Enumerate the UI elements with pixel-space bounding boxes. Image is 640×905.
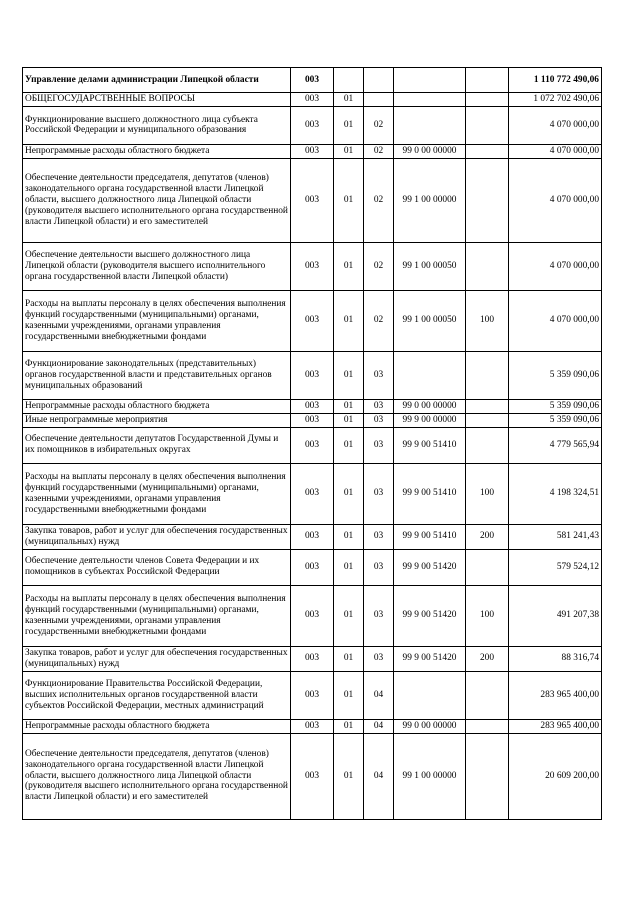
row-sum-cell: 4 070 000,00 (509, 144, 602, 158)
row-sum-cell: 20 609 200,00 (509, 733, 602, 819)
row-pr-cell: 04 (364, 719, 394, 733)
row-pr-cell: 02 (364, 242, 394, 290)
row-csr-cell: 99 1 00 00050 (394, 290, 466, 351)
table-row (23, 646, 602, 671)
row-name-cell: ОБЩЕГОСУДАРСТВЕННЫЕ ВОПРОСЫ (23, 93, 291, 107)
row-gr-cell: 003 (291, 144, 334, 158)
table-row (23, 463, 602, 524)
row-pr-cell: 03 (364, 549, 394, 585)
row-pr-cell: 03 (364, 351, 394, 399)
table-row (23, 733, 602, 819)
row-pr-cell: 02 (364, 144, 394, 158)
row-rz-cell: 01 (334, 585, 364, 646)
row-vr-cell (466, 413, 509, 427)
table-row (23, 106, 602, 144)
row-gr-cell: 003 (291, 351, 334, 399)
row-csr-cell: 99 9 00 51420 (394, 549, 466, 585)
row-gr-cell: 003 (291, 93, 334, 107)
row-vr-cell: 100 (466, 290, 509, 351)
row-sum-cell: 4 198 324,51 (509, 463, 602, 524)
row-rz-cell: 01 (334, 671, 364, 719)
row-vr-cell (466, 733, 509, 819)
table-row (23, 351, 602, 399)
row-gr-cell: 003 (291, 106, 334, 144)
row-gr-cell: 003 (291, 733, 334, 819)
row-rz-cell: 01 (334, 549, 364, 585)
row-vr-cell (466, 399, 509, 413)
row-pr-cell: 04 (364, 733, 394, 819)
row-name-cell: Обеспечение деятельности депутатов Государственной Думы и их помощников в избирательных округах (23, 427, 291, 463)
row-name-cell: Обеспечение деятельности высшего должностного лица Липецкой области (руководителя высшего исполнительного органа государственной власти Липецкой области) (23, 242, 291, 290)
row-pr-cell: 03 (364, 524, 394, 549)
row-csr-cell: 99 0 00 00000 (394, 399, 466, 413)
row-csr-cell: 99 9 00 51410 (394, 524, 466, 549)
row-name-cell: Расходы на выплаты персоналу в целях обеспечения выполнения функций государственными (муниципальными) органами, казенными учреждениями, органами управления государственными внебюджетными фондами (23, 463, 291, 524)
row-gr-cell: 003 (291, 242, 334, 290)
row-name-cell: Обеспечение деятельности членов Совета Федерации и их помощников в субъектах Российской Федерации (23, 549, 291, 585)
row-vr-cell: 200 (466, 524, 509, 549)
row-vr-cell: 100 (466, 585, 509, 646)
row-rz-cell: 01 (334, 463, 364, 524)
row-vr-cell (466, 427, 509, 463)
row-csr-cell (394, 351, 466, 399)
table-row (23, 93, 602, 107)
row-pr-cell: 02 (364, 158, 394, 242)
row-vr-cell (466, 351, 509, 399)
row-pr-cell: 02 (364, 106, 394, 144)
row-gr-cell: 003 (291, 399, 334, 413)
row-sum-cell: 5 359 090,06 (509, 399, 602, 413)
row-sum-cell: 491 207,38 (509, 585, 602, 646)
row-csr-cell: 99 9 00 51410 (394, 463, 466, 524)
row-sum-cell: 4 070 000,00 (509, 158, 602, 242)
row-rz-cell: 01 (334, 733, 364, 819)
table-row (23, 413, 602, 427)
row-gr-cell: 003 (291, 719, 334, 733)
row-sum-cell: 88 316,74 (509, 646, 602, 671)
table-row (23, 671, 602, 719)
row-vr-cell (466, 68, 509, 93)
row-csr-cell: 99 9 00 51410 (394, 427, 466, 463)
row-pr-cell: 04 (364, 671, 394, 719)
row-gr-cell: 003 (291, 413, 334, 427)
row-vr-cell (466, 93, 509, 107)
row-gr-cell: 003 (291, 68, 334, 93)
row-sum-cell: 4 779 565,94 (509, 427, 602, 463)
budget-table-body (23, 68, 602, 820)
row-sum-cell: 581 241,43 (509, 524, 602, 549)
row-gr-cell: 003 (291, 524, 334, 549)
row-pr-cell: 03 (364, 427, 394, 463)
row-vr-cell (466, 144, 509, 158)
table-row (23, 290, 602, 351)
row-rz-cell: 01 (334, 427, 364, 463)
row-pr-cell: 03 (364, 463, 394, 524)
budget-table (22, 67, 602, 820)
row-rz-cell: 01 (334, 413, 364, 427)
row-name-cell: Обеспечение деятельности председателя, депутатов (членов) законодательного органа государственной власти Липецкой области, высшего должностного лица Липецкой области (руководителя высшего исполнительного органа государственной власти Липецкой области) и его заместителей (23, 733, 291, 819)
row-name-cell: Расходы на выплаты персоналу в целях обеспечения выполнения функций государственными (муниципальными) органами, казенными учреждениями, органами управления государственными внебюджетными фондами (23, 290, 291, 351)
row-rz-cell: 01 (334, 93, 364, 107)
row-pr-cell: 03 (364, 585, 394, 646)
table-row (23, 719, 602, 733)
row-gr-cell: 003 (291, 549, 334, 585)
row-gr-cell: 003 (291, 427, 334, 463)
table-row (23, 585, 602, 646)
row-sum-cell: 5 359 090,06 (509, 413, 602, 427)
row-csr-cell: 99 0 00 00000 (394, 719, 466, 733)
table-row (23, 68, 602, 93)
table-row (23, 399, 602, 413)
row-vr-cell (466, 242, 509, 290)
table-row (23, 427, 602, 463)
row-csr-cell: 99 1 00 00000 (394, 733, 466, 819)
row-sum-cell: 283 965 400,00 (509, 671, 602, 719)
table-row (23, 524, 602, 549)
row-sum-cell: 1 110 772 490,06 (509, 68, 602, 93)
row-vr-cell (466, 106, 509, 144)
row-gr-cell: 003 (291, 463, 334, 524)
row-csr-cell: 99 1 00 00050 (394, 242, 466, 290)
row-rz-cell: 01 (334, 719, 364, 733)
row-rz-cell: 01 (334, 646, 364, 671)
row-rz-cell: 01 (334, 524, 364, 549)
row-rz-cell: 01 (334, 351, 364, 399)
row-pr-cell: 02 (364, 290, 394, 351)
table-row (23, 242, 602, 290)
row-sum-cell: 283 965 400,00 (509, 719, 602, 733)
row-name-cell: Функционирование Правительства Российской Федерации, высших исполнительных органов государственной власти субъектов Российской Федерации, местных администраций (23, 671, 291, 719)
row-csr-cell: 99 9 00 51420 (394, 585, 466, 646)
row-sum-cell: 4 070 000,00 (509, 242, 602, 290)
row-csr-cell: 99 9 00 51420 (394, 646, 466, 671)
row-name-cell: Функционирование высшего должностного лица субъекта Российской Федерации и муниципального образования (23, 106, 291, 144)
row-name-cell: Управление делами администрации Липецкой области (23, 68, 291, 93)
row-rz-cell: 01 (334, 158, 364, 242)
row-pr-cell: 03 (364, 399, 394, 413)
row-csr-cell (394, 93, 466, 107)
row-pr-cell: 03 (364, 646, 394, 671)
row-vr-cell (466, 549, 509, 585)
row-gr-cell: 003 (291, 646, 334, 671)
row-vr-cell: 100 (466, 463, 509, 524)
row-vr-cell (466, 158, 509, 242)
row-sum-cell: 4 070 000,00 (509, 290, 602, 351)
row-pr-cell (364, 68, 394, 93)
row-name-cell: Непрограммные расходы областного бюджета (23, 719, 291, 733)
row-name-cell: Непрограммные расходы областного бюджета (23, 144, 291, 158)
row-csr-cell (394, 68, 466, 93)
row-csr-cell (394, 106, 466, 144)
row-name-cell: Непрограммные расходы областного бюджета (23, 399, 291, 413)
row-vr-cell (466, 671, 509, 719)
row-name-cell: Закупка товаров, работ и услуг для обеспечения государственных (муниципальных) нужд (23, 524, 291, 549)
row-sum-cell: 5 359 090,06 (509, 351, 602, 399)
row-rz-cell (334, 68, 364, 93)
row-csr-cell: 99 0 00 00000 (394, 144, 466, 158)
row-csr-cell (394, 671, 466, 719)
row-pr-cell (364, 93, 394, 107)
row-vr-cell (466, 719, 509, 733)
row-sum-cell: 1 072 702 490,06 (509, 93, 602, 107)
table-row (23, 144, 602, 158)
row-sum-cell: 579 524,12 (509, 549, 602, 585)
row-gr-cell: 003 (291, 290, 334, 351)
row-name-cell: Функционирование законодательных (представительных) органов государственной власти и представительных органов муниципальных образований (23, 351, 291, 399)
row-rz-cell: 01 (334, 399, 364, 413)
table-row (23, 549, 602, 585)
row-pr-cell: 03 (364, 413, 394, 427)
row-rz-cell: 01 (334, 290, 364, 351)
row-name-cell: Расходы на выплаты персоналу в целях обеспечения выполнения функций государственными (муниципальными) органами, казенными учреждениями, органами управления государственными внебюджетными фондами (23, 585, 291, 646)
row-csr-cell: 99 1 00 00000 (394, 158, 466, 242)
row-rz-cell: 01 (334, 144, 364, 158)
row-sum-cell: 4 070 000,00 (509, 106, 602, 144)
row-name-cell: Закупка товаров, работ и услуг для обеспечения государственных (муниципальных) нужд (23, 646, 291, 671)
row-rz-cell: 01 (334, 242, 364, 290)
row-gr-cell: 003 (291, 585, 334, 646)
row-name-cell: Иные непрограммные мероприятия (23, 413, 291, 427)
row-vr-cell: 200 (466, 646, 509, 671)
row-rz-cell: 01 (334, 106, 364, 144)
row-gr-cell: 003 (291, 671, 334, 719)
row-csr-cell: 99 9 00 00000 (394, 413, 466, 427)
row-name-cell: Обеспечение деятельности председателя, депутатов (членов) законодательного органа государственной власти Липецкой области, высшего должностного лица Липецкой области (руководителя высшего исполнительного органа государственной власти Липецкой области) и его заместителей (23, 158, 291, 242)
table-row (23, 158, 602, 242)
row-gr-cell: 003 (291, 158, 334, 242)
